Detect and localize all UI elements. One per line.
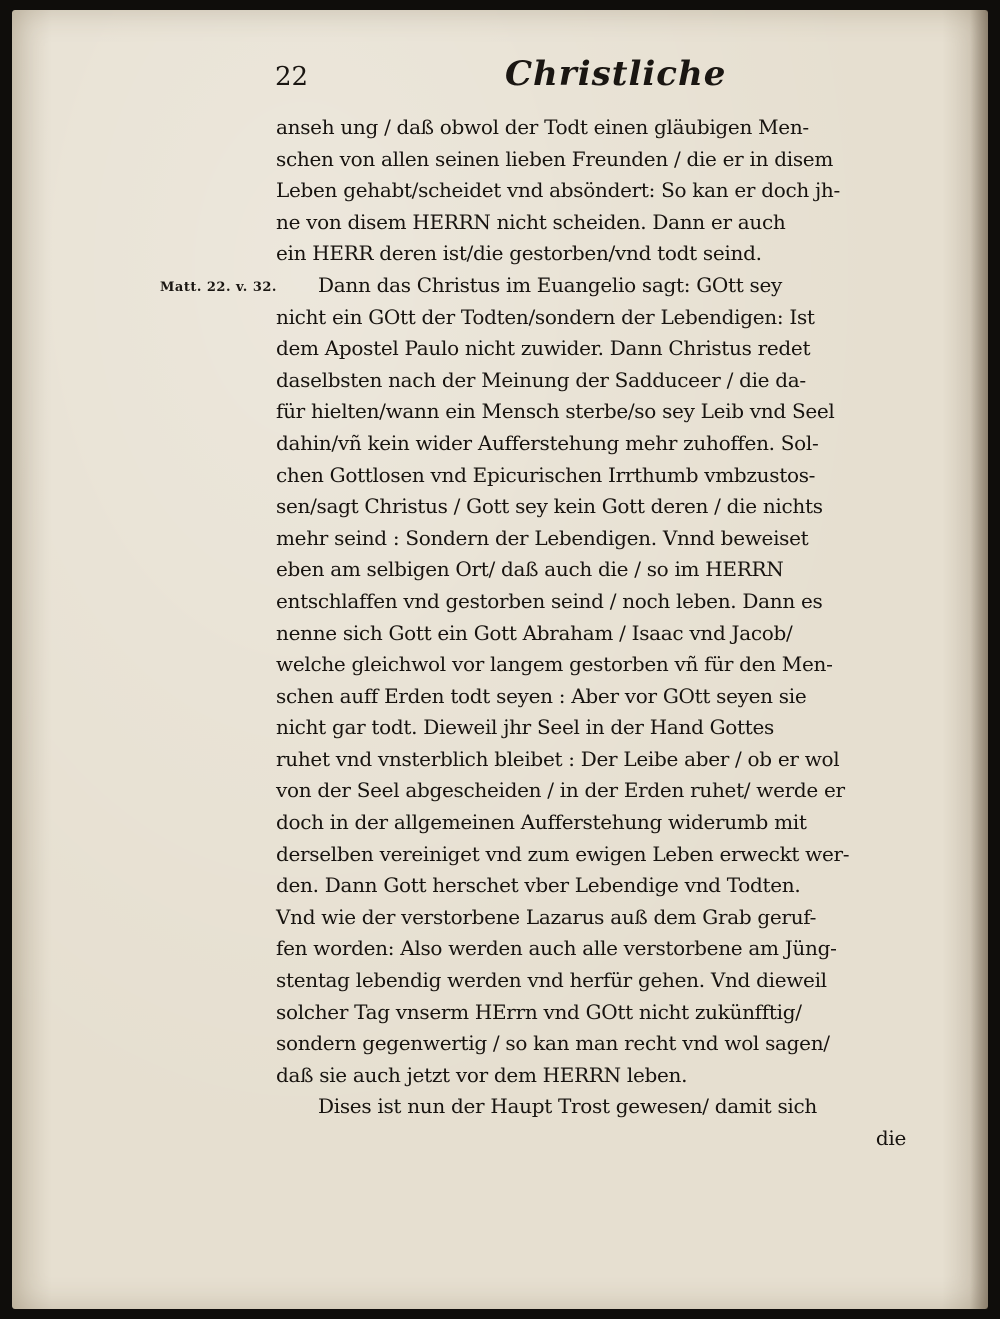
text-line: derselben vereiniget vnd zum ewigen Leben erweckt wer-	[276, 841, 850, 866]
text-line: ruhet vnd vnsterblich bleibet : Der Leibe aber / ob er wol	[276, 746, 840, 771]
body-text	[276, 112, 916, 1155]
text-line: sen/sagt Christus / Gott sey kein Gott deren / die nichts	[276, 494, 823, 519]
text-line: dahin/vñ kein wider Aufferstehung mehr zuhoffen. Sol-	[276, 430, 819, 455]
text-line: welche gleichwol vor langem gestorben vñ für den Men-	[276, 652, 833, 677]
text-line: Dises ist nun der Haupt Trost gewesen/ damit sich	[318, 1094, 818, 1119]
text-line: chen Gottlosen vnd Epicurischen Irrthumb vmbzustos-	[276, 462, 816, 487]
text-line: daselbsten nach der Meinung der Sadduceer / die da-	[276, 367, 806, 392]
text-line: daß sie auch jetzt vor dem HERRN leben.	[276, 1062, 688, 1087]
text-line: mehr seind : Sondern der Lebendigen. Vnnd beweiset	[276, 525, 809, 550]
text-line: Leben gehabt/scheidet vnd absöndert: So kan er doch jh-	[276, 178, 840, 203]
text-line: von der Seel abgescheiden / in der Erden ruhet/ werde er	[276, 778, 845, 803]
text-line: für hielten/wann ein Mensch sterbe/so sey Leib vnd Seel	[276, 399, 835, 424]
text-line: dem Apostel Paulo nicht zuwider. Dann Christus redet	[276, 336, 811, 361]
text-line: entschlaffen vnd gestorben seind / noch leben. Dann es	[276, 588, 823, 613]
text-line: anseh ung / daß obwol der Todt einen gläubigen Men-	[276, 115, 809, 139]
text-line: doch in der allgemeinen Aufferstehung widerumb mit	[276, 810, 807, 835]
text-line: ein HERR deren ist/die gestorben/vnd todt seind.	[276, 241, 762, 266]
marginal-note: Matt. 22. v. 32.	[160, 280, 277, 295]
text-line: Vnd wie der verstorbene Lazarus auß dem Grab geruf-	[276, 904, 817, 929]
catchword: die	[875, 1126, 906, 1150]
page-number: 22	[275, 62, 309, 92]
text-line: nicht ein GOtt der Todten/sondern der Lebendigen: Ist	[276, 304, 815, 329]
text-line: schen von allen seinen lieben Freunden / die er in disem	[276, 146, 833, 171]
text-line: nicht gar todt. Dieweil jhr Seel in der Hand Gottes	[276, 715, 775, 740]
text-line: schen auff Erden todt seyen : Aber vor GOtt seyen sie	[276, 683, 807, 708]
text-line: nenne sich Gott ein Gott Abraham / Isaac vnd Jacob/	[276, 620, 793, 645]
text-line: sondern gegenwertig / so kan man recht vnd wol sagen/	[276, 1031, 830, 1056]
running-title: Christliche	[505, 54, 727, 94]
text-line: stentag lebendig werden vnd herfür gehen. Vnd dieweil	[276, 968, 827, 993]
text-line: eben am selbigen Ort/ daß auch die / so im HERRN	[276, 557, 784, 582]
text-line: Dann das Christus im Euangelio sagt: GOtt sey	[318, 272, 783, 297]
text-line: solcher Tag vnserm HErrn vnd GOtt nicht zukünfftig/	[276, 999, 802, 1024]
text-line: ne von disem HERRN nicht scheiden. Dann er auch	[276, 209, 786, 234]
text-line: den. Dann Gott herschet vber Lebendige vnd Todten.	[276, 873, 801, 898]
page-edge-shadow	[970, 10, 988, 1309]
text-line: fen worden: Also werden auch alle verstorbene am Jüng-	[276, 936, 837, 961]
